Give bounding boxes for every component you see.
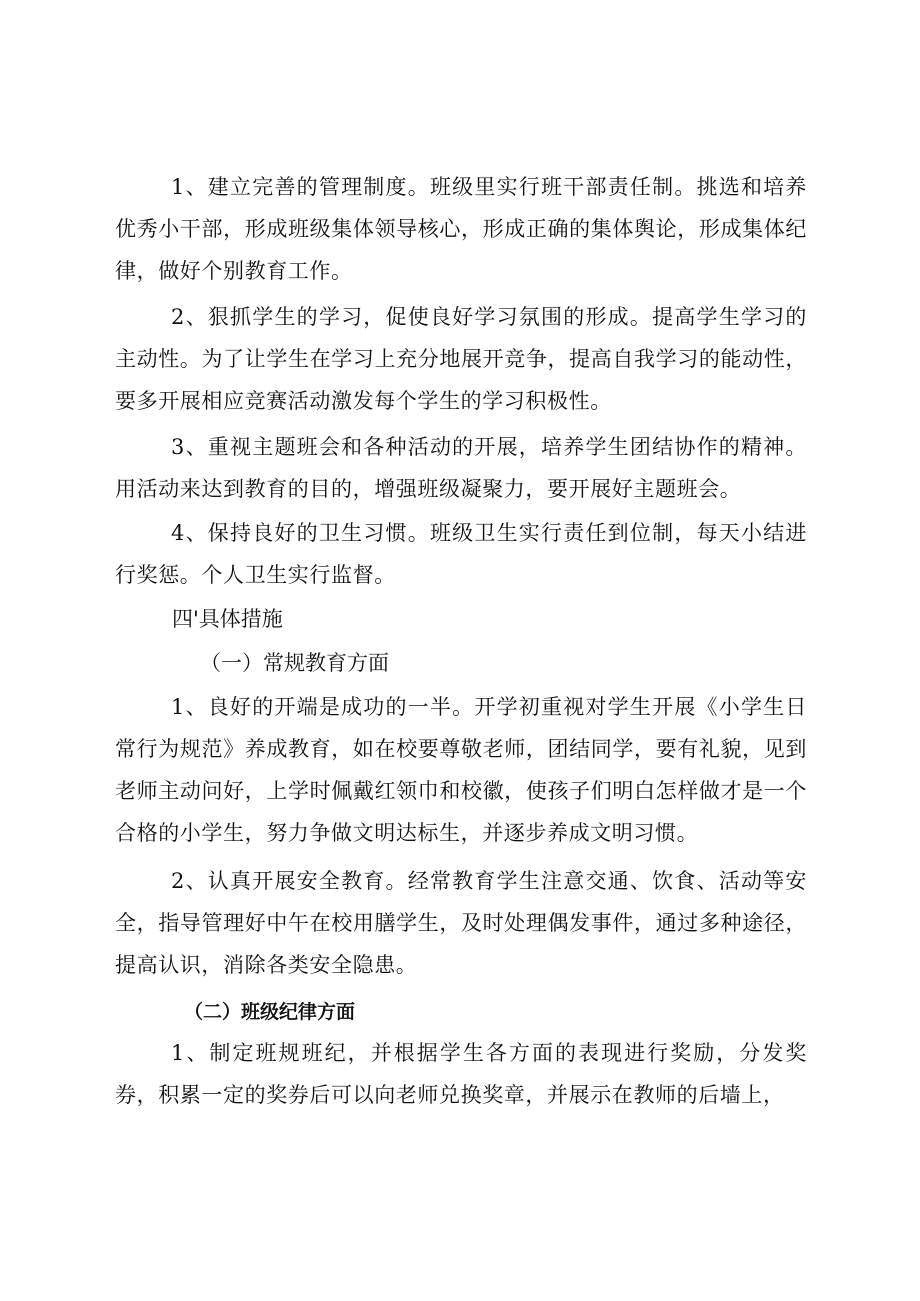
paragraph-hygiene-habits: 4、保持良好的卫生习惯。班级卫生实行责任到位制，每天小结进行奖惩。个人卫生实行监督。 (115, 521, 807, 587)
subsection-heading-class-discipline: （二）班级纪律方面 (184, 1001, 356, 1023)
paragraph-study-atmosphere: 2、狠抓学生的学习，促使良好学习氛围的形成。提高学生学习的主动性。为了让学生在学习上充分地展开竞争，提高自我学习的能动性，要多开展相应竞赛活动激发每个学生的学习积极性。 (115, 305, 807, 413)
subsection-heading-routine-education: （一）常规教育方面 (200, 651, 389, 675)
paragraph-class-meetings: 3、重视主题班会和各种活动的开展，培养学生团结协作的精神。用活动来达到教育的目的，增强班级凝聚力，要开展好主题班会。 (115, 435, 807, 501)
paragraph-management-system: 1、建立完善的管理制度。班级里实行班干部责任制。挑选和培养优秀小干部，形成班级集体领导核心，形成正确的集体舆论，形成集体纪律，做好个别教育工作。 (115, 175, 807, 283)
section-heading-measures: 四'具体措施 (172, 607, 283, 631)
paragraph-good-start: 1、良好的开端是成功的一半。开学初重视对学生开展《小学生日常行为规范》养成教育，如在校要尊敬老师，团结同学，要有礼貌，见到老师主动问好，上学时佩戴红领巾和校徽，使孩子们明白怎样做才是一个合格的小学生，努力争做文明达标生，并逐步养成文明习惯。 (115, 695, 807, 845)
paragraph-safety-education: 2、认真开展安全教育。经常教育学生注意交通、饮食、活动等安全，指导管理好中午在校用膳学生，及时处理偶发事件，通过多种途径，提高认识，消除各类安全隐患。 (115, 869, 807, 977)
paragraph-class-rules: 1、制定班规班纪，并根据学生各方面的表现进行奖励，分发奖券，积累一定的奖券后可以向老师兑换奖章，并展示在教师的后墙上， (115, 1041, 807, 1107)
